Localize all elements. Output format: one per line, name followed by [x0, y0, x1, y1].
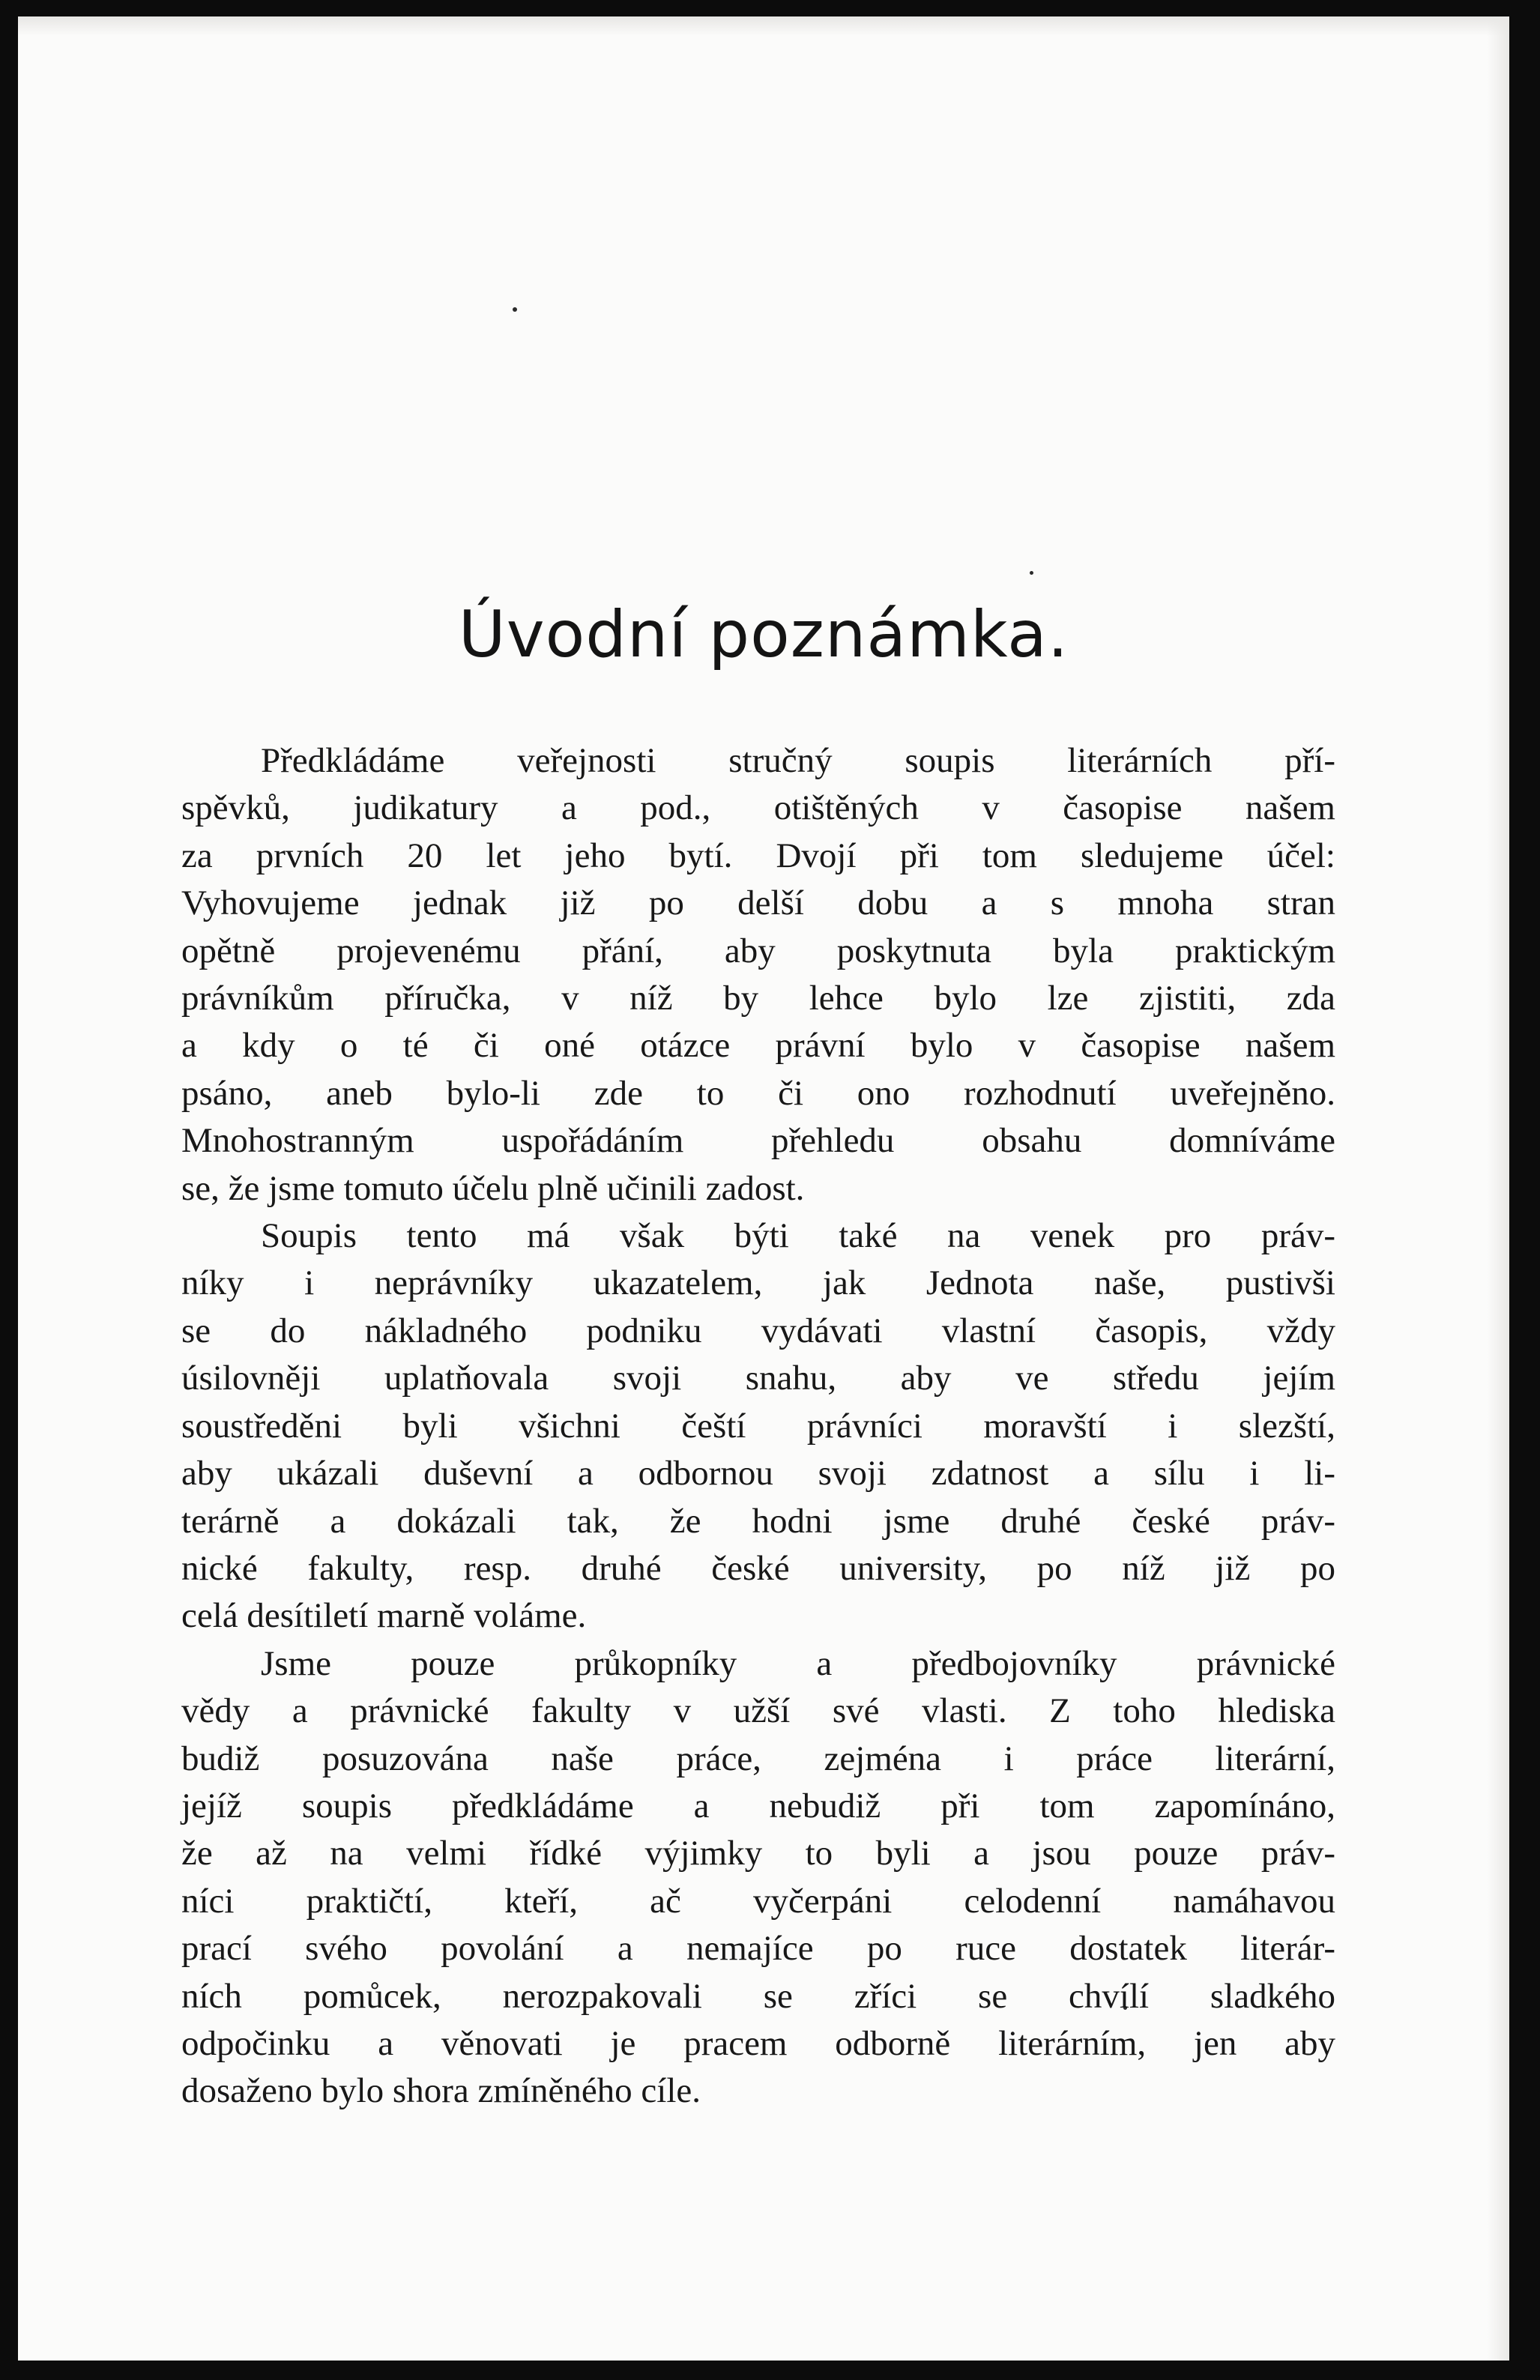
text-line: Mnohostranným uspořádáním přehledu obsahu domníváme: [181, 1121, 1335, 1161]
text-line: spěvků, judikatury a pod., otištěných v časopise našem: [181, 788, 1335, 828]
text-line: terárně a dokázali tak, že hodni jsme druhé české práv-: [181, 1501, 1335, 1541]
text-line: se do nákladného podniku vydávati vlastní časopis, vždy: [181, 1311, 1335, 1350]
text-line: právníkům příručka, v níž by lehce bylo lze zjistiti, zda: [181, 979, 1335, 1018]
text-line: vědy a právnické fakulty v užší své vlasti. Z toho hlediska: [181, 1691, 1335, 1731]
text-line: psáno, aneb bylo-li zde to či ono rozhodnutí uveřejněno.: [181, 1073, 1335, 1113]
text-line: nické fakulty, resp. druhé české university, po níž již po: [181, 1548, 1335, 1588]
text-line: budiž posuzována naše práce, zejména i práce literární,: [181, 1739, 1335, 1778]
text-line: celá desítiletí marně voláme.: [181, 1596, 587, 1636]
text-line: jejíž soupis předkládáme a nebudiž při tom zapomínáno,: [181, 1786, 1335, 1825]
page-title: Úvodní poznámka.: [458, 597, 1069, 672]
text-line: ních pomůcek, nerozpakovali se zříci se chvílí sladkého: [181, 1976, 1335, 2016]
text-line: Vyhovujeme jednak již po delší dobu a s mnoha stran: [181, 884, 1335, 923]
text-line: a kdy o té či oné otázce právní bylo v časopise našem: [181, 1026, 1335, 1066]
text-line: aby ukázali duševní a odbornou svoji zdatnost a sílu i li-: [181, 1454, 1335, 1493]
scan-speck: [513, 307, 517, 312]
text-line: se, že jsme tomuto účelu plně učinili zadost.: [181, 1168, 805, 1208]
text-line: opětně projevenému přání, aby poskytnuta byla praktickým: [181, 931, 1335, 970]
text-line: úsilovněji uplatňovala svoji snahu, aby ve středu jejím: [181, 1359, 1335, 1398]
text-line: prací svého povolání a nemajíce po ruce dostatek literár-: [181, 1929, 1335, 1969]
text-line: Předkládáme veřejnosti stručný soupis literárních pří-: [261, 741, 1335, 780]
text-line: že až na velmi řídké výjimky to byli a jsou pouze práv-: [181, 1834, 1335, 1873]
text-line: soustředěni byli všichni čeští právníci moravští i slezští,: [181, 1406, 1335, 1446]
text-line: níci praktičtí, kteří, ač vyčerpáni celodenní namáhavou: [181, 1881, 1335, 1921]
text-line: odpočinku a věnovati je pracem odborně literárním, jen aby: [181, 2023, 1335, 2063]
text-line: dosaženo bylo shora zmíněného cíle.: [181, 2071, 701, 2111]
text-line: za prvních 20 let jeho bytí. Dvojí při tom sledujeme účel:: [181, 836, 1335, 875]
text-line: níky i neprávníky ukazatelem, jak Jednota naše, pustivši: [181, 1263, 1335, 1303]
scan-speck: [1030, 571, 1033, 575]
body-text: [181, 737, 1335, 2115]
text-line: Soupis tento má však býti také na venek pro práv-: [261, 1216, 1335, 1256]
text-line: Jsme pouze průkopníky a předbojovníky právnické: [261, 1643, 1335, 1683]
document-page: [18, 16, 1509, 2361]
